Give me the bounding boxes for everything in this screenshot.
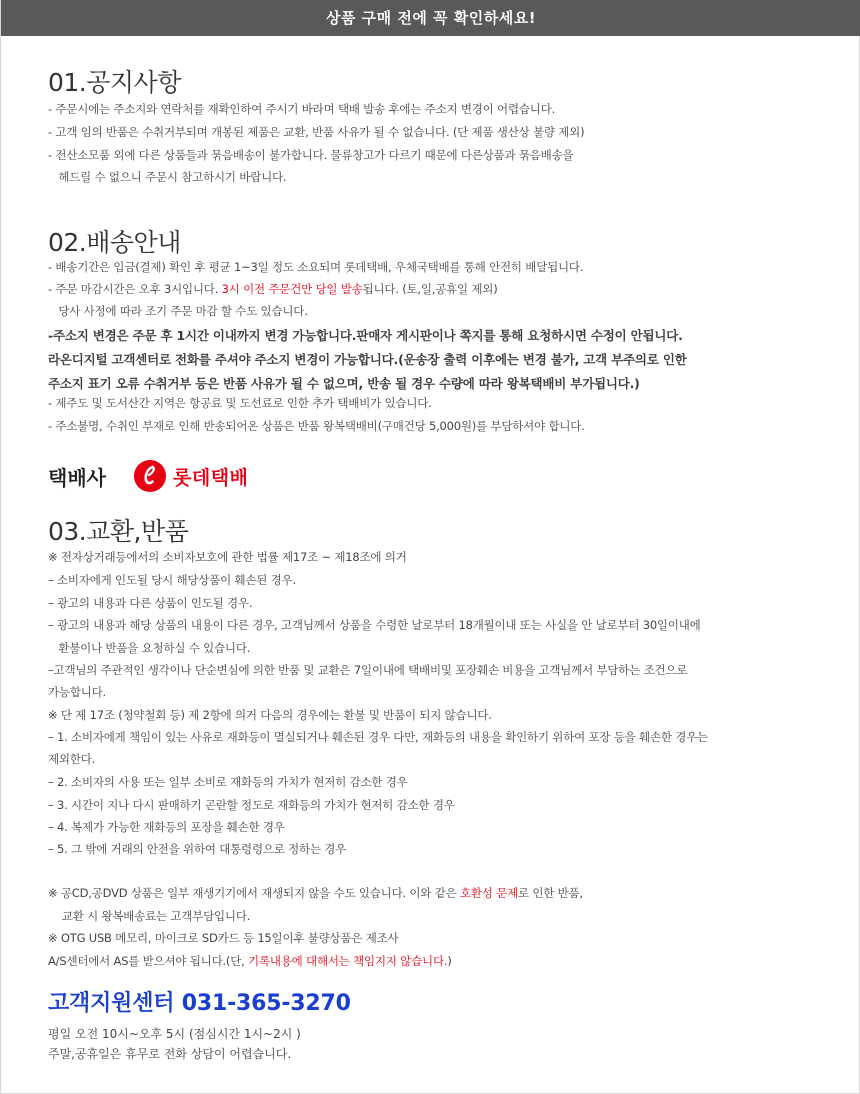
exchange-line: – 소비자에게 인도될 당시 해당상품이 훼손된 경우. — [48, 573, 296, 587]
shipping-line: 당사 사정에 따라 조기 주문 마감 할 수도 있습니다. — [48, 304, 308, 318]
same-day-highlight: 3시 이전 주문건만 당일 발송 — [221, 282, 363, 296]
exchange-line: – 1. 소비자에게 책임이 있는 사유로 재화등이 멸실되거나 훼손된 경우 다만, 재화등의 내용을 확인하기 위하여 포장 등을 훼손한 경우는 — [48, 730, 708, 744]
otg-notice-text: A/S센터에서 AS를 받으셔야 됩니다.(단, — [48, 954, 249, 968]
support-hours: 주말,공휴일은 휴무로 전화 상담이 어렵습니다. — [48, 1047, 292, 1061]
exchange-line: 가능합니다. — [48, 685, 106, 699]
exchange-line: ※ 단 제 17조 (청약철회 등) 제 2항에 의거 다음의 경우에는 환불 및 반품이 되지 않습니다. — [48, 708, 492, 722]
exchange-line: – 3. 시간이 지나 다시 판매하기 곤란할 정도로 재화등의 가치가 현저히 감소한 경우 — [48, 798, 455, 812]
exchange-title: 03.교환,반품 — [48, 517, 189, 546]
exchange-line: – 2. 소비자의 사용 또는 일부 소비로 재화등의 가치가 현저히 감소한 경우 — [48, 775, 408, 789]
cd-notice-line: 교환 시 왕복배송료는 고객부담입니다. — [48, 909, 251, 923]
shipping-line: - 제주도 및 도서산간 지역은 항공료 및 도선료로 인한 추가 택배비가 있습니다. — [48, 396, 432, 410]
notice-line: - 전산소모품 외에 다른 상품들과 묶음배송이 불가합니다. 물류창고가 다르기 때문에 다른상품과 묶음배송을 — [48, 148, 574, 162]
support-hours: 평일 오전 10시~오후 5시 (점심시간 1시~2시 ) — [48, 1027, 301, 1041]
address-change-line: 라온디지털 고객센터로 전화를 주셔야 주소지 변경이 가능합니다.(운송장 출력 이후에는 변경 불가, 고객 부주의로 인한 — [48, 352, 687, 367]
address-change-line: -주소지 변경은 주문 후 1시간 이내까지 변경 가능합니다.판매자 게시판이나 쪽지를 통해 요청하시면 수정이 안됩니다. — [48, 328, 683, 343]
shipping-line: - 주소불명, 수취인 부재로 인해 반송되어온 상품은 반품 왕복택배비(구매건당 5,000원)를 부담하셔야 합니다. — [48, 419, 585, 433]
shipping-cutoff-line — [48, 281, 498, 297]
notice-title: 01.공지사항 — [48, 68, 181, 97]
otg-notice-suffix: ) — [447, 954, 452, 968]
address-change-line: 주소지 표기 오류 수취거부 등은 반품 사유가 될 수 없으며, 반송 될 경우 수량에 따라 왕복택배비 부가됩니다.) — [48, 376, 640, 391]
exchange-line: – 광고의 내용과 다른 상품이 인도될 경우. — [48, 596, 253, 610]
exchange-line: ※ 전자상거래등에서의 소비자보호에 관한 법률 제17조 ~ 제18조에 의거 — [48, 550, 407, 564]
courier-label: 택배사 — [48, 466, 106, 490]
record-disclaimer-highlight: 기록내용에 대해서는 책임지지 않습니다. — [248, 954, 448, 968]
shipping-line: - 배송기간은 입금(결제) 확인 후 평균 1~3일 정도 소요되며 롯데택배, 우체국택배를 통해 안전히 배달됩니다. — [48, 260, 584, 274]
support-center-phone: 고객지원센터 031-365-3270 — [48, 991, 351, 1016]
notice-line: - 고객 임의 반품은 수취거부되며 개봉된 제품은 교환, 반품 사유가 될 수 없습니다. (단 제품 생산상 불량 제외) — [48, 125, 585, 139]
exchange-line: – 4. 복제가 가능한 재화등의 포장을 훼손한 경우 — [48, 820, 285, 834]
top-banner: 상품 구매 전에 꼭 확인하세요! — [1, 0, 860, 36]
lotte-logo — [133, 458, 248, 494]
notice-line: - 주문시에는 주소지와 연락처를 재확인하여 주시기 바라며 택배 발송 후에는 주소지 변경이 어렵습니다. — [48, 102, 556, 116]
lotte-logo-text: 롯데택배 — [173, 466, 249, 489]
otg-notice-line: ※ OTG USB 메모리, 마이크로 SD카드 등 15일이후 불량상품은 제조사 — [48, 931, 399, 945]
exchange-line: 환불이나 반품을 요청하실 수 있습니다. — [48, 641, 251, 655]
lotte-logo-icon — [133, 459, 167, 493]
notice-line: 헤드릴 수 없으니 주문시 참고하시기 바랍니다. — [48, 170, 287, 184]
cd-notice-suffix: 로 인한 반품, — [517, 886, 583, 900]
compat-highlight: 호환성 문제 — [459, 886, 518, 900]
exchange-line: – 광고의 내용과 해당 상품의 내용이 다른 경우, 고객님께서 상품을 수령한 날로부터 18개월이내 또는 사실을 안 날로부터 30일이내에 — [48, 618, 701, 632]
cutoff-suffix: 됩니다. (토,일,공휴일 제외) — [362, 282, 498, 296]
otg-notice-line — [48, 953, 452, 969]
shipping-title: 02.배송안내 — [48, 228, 181, 257]
cd-notice-line — [48, 885, 583, 901]
exchange-line: 제외한다. — [48, 752, 96, 766]
exchange-line: –고객님의 주관적인 생각이나 단순변심에 의한 반품 및 교환은 7일이내에 택배비및 포장훼손 비용을 고객님께서 부담하는 조건으로 — [48, 663, 688, 677]
cutoff-text: - 주문 마감시간은 오후 3시입니다. — [48, 282, 222, 296]
cd-notice-text: ※ 공CD,공DVD 상품은 일부 재생기기에서 재생되지 않을 수도 있습니다. 이와 같은 — [48, 886, 460, 900]
exchange-line: – 5. 그 밖에 거래의 안전을 위하여 대통령령으로 정하는 경우 — [48, 842, 347, 856]
